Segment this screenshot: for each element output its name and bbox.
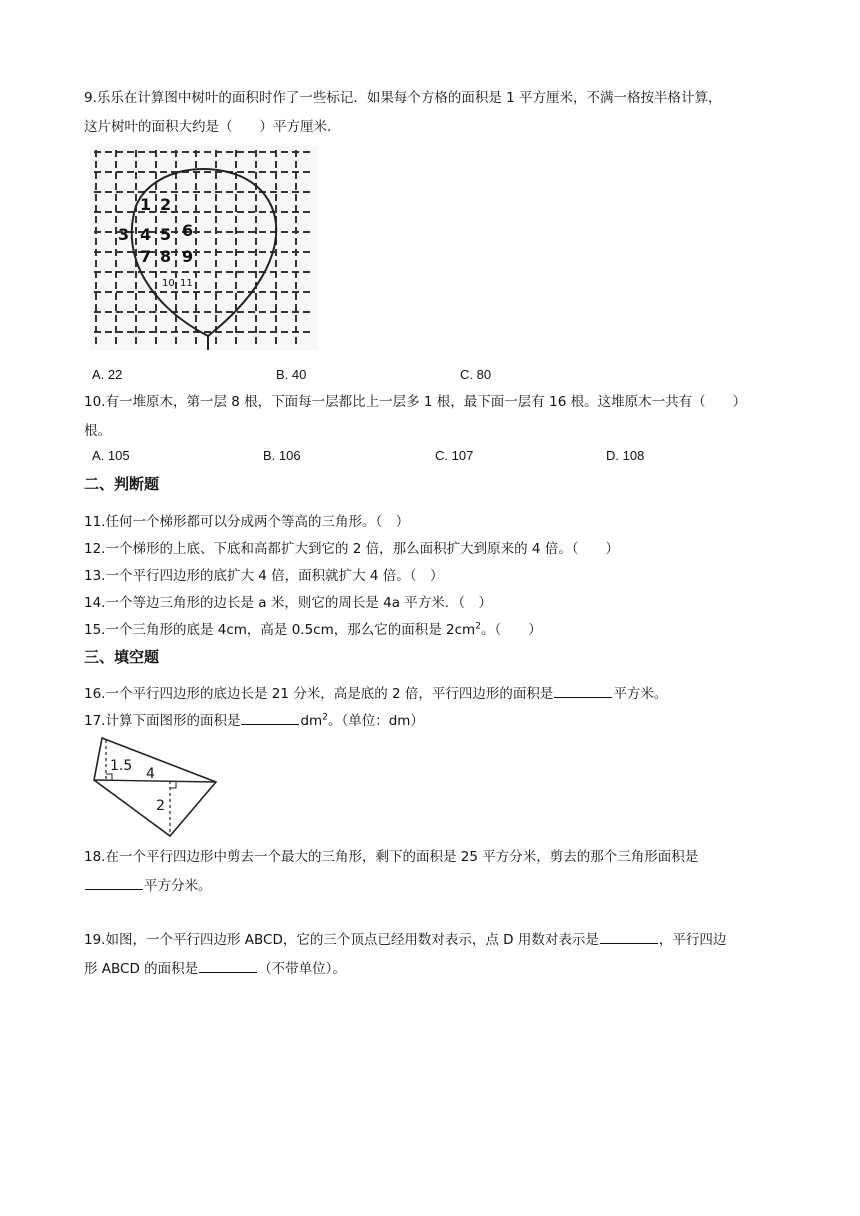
cell-label-5: 5 bbox=[160, 225, 172, 244]
leaf-grid-figure bbox=[90, 146, 318, 350]
cell-label-6: 6 bbox=[182, 221, 194, 240]
question-18-line-1: 18.在一个平行四边形中剪去一个最大的三角形，剩下的面积是 25 平方分米，剪去的那个三角形面积是 bbox=[84, 849, 699, 865]
question-17-unit: dm bbox=[300, 713, 323, 729]
q10-option-d[interactable]: D. 108 bbox=[606, 448, 645, 463]
question-10-text bbox=[84, 388, 794, 446]
question-18-tail: 平方分米。 bbox=[144, 878, 212, 894]
question-15-tail: 。（ ） bbox=[480, 622, 542, 638]
question-11: 11.任何一个梯形都可以分成两个等高的三角形。（ ） bbox=[84, 514, 410, 530]
question-19-text-a: 19.如图，一个平行四边形 ABCD，它的三个顶点已经用数对表示，点 D 用数对表示是 bbox=[84, 932, 599, 948]
q17-answer-blank[interactable] bbox=[241, 712, 299, 725]
question-13: 13.一个平行四边形的底扩大 4 倍，面积就扩大 4 倍。（ ） bbox=[84, 568, 444, 584]
question-18-line-2 bbox=[84, 872, 804, 901]
question-16 bbox=[84, 682, 667, 702]
question-17 bbox=[84, 709, 424, 729]
cell-label-2: 2 bbox=[160, 195, 172, 214]
cell-label-3: 3 bbox=[118, 225, 130, 244]
question-15-text: 15.一个三角形的底是 4cm，高是 0.5cm，那么它的面积是 2cm bbox=[84, 622, 476, 638]
question-10-line-1: 10.有一堆原木，第一层 8 根，下面每一层都比上一层多 1 根，最下面一层有 16 根。这堆原木一共有（ ） bbox=[84, 394, 747, 410]
section-3-title: 三、填空题 bbox=[84, 648, 160, 666]
cell-label-4: 4 bbox=[140, 225, 152, 244]
label-height-2: 2 bbox=[156, 798, 165, 814]
section-2-title: 二、判断题 bbox=[84, 475, 160, 493]
question-10-line-2: 根。 bbox=[84, 423, 111, 439]
cell-label-11: 11 bbox=[180, 278, 193, 289]
cell-label-9: 9 bbox=[182, 247, 194, 266]
question-19-line-1 bbox=[84, 926, 804, 955]
cell-label-10: 10 bbox=[162, 278, 175, 289]
question-15-sup: 2 bbox=[475, 621, 481, 632]
quadrilateral-figure bbox=[86, 732, 222, 840]
label-base-4: 4 bbox=[146, 766, 155, 782]
cell-label-7: 7 bbox=[140, 247, 152, 266]
q19-answer-blank-1[interactable] bbox=[600, 931, 658, 944]
cell-label-1: 1 bbox=[140, 195, 152, 214]
question-18-text bbox=[84, 843, 804, 901]
question-15 bbox=[84, 618, 542, 638]
question-19-line-2 bbox=[84, 955, 804, 984]
question-19-text-b: ，平行四边 bbox=[658, 932, 727, 948]
question-14: 14.一个等边三角形的边长是 a 米，则它的周长是 4a 平方米．（ ） bbox=[84, 595, 493, 611]
q10-option-c[interactable]: C. 107 bbox=[435, 448, 474, 463]
q19-answer-blank-2[interactable] bbox=[199, 960, 257, 973]
question-17-sup: 2 bbox=[322, 712, 328, 723]
question-12: 12.一个梯形的上底、下底和高都扩大到它的 2 倍，那么面积扩大到原来的 4 倍。（ ） bbox=[84, 541, 620, 557]
question-17-text: 17.计算下面图形的面积是 bbox=[84, 713, 241, 729]
question-19-text bbox=[84, 926, 804, 984]
question-16-tail: 平方米。 bbox=[613, 686, 668, 702]
cell-label-8: 8 bbox=[160, 247, 172, 266]
q16-answer-blank[interactable] bbox=[554, 685, 612, 698]
q18-answer-blank[interactable] bbox=[85, 877, 143, 890]
q9-option-a[interactable]: A. 22 bbox=[92, 367, 123, 382]
question-19-text-d: （不带单位）。 bbox=[258, 961, 346, 977]
q9-option-b[interactable]: B. 40 bbox=[276, 367, 307, 382]
question-17-tail: 。（单位：dm） bbox=[327, 713, 424, 729]
question-16-text: 16.一个平行四边形的底边长是 21 分米，高是底的 2 倍，平行四边形的面积是 bbox=[84, 686, 554, 702]
question-9-text bbox=[84, 84, 784, 142]
question-19-text-c: 形 ABCD 的面积是 bbox=[84, 961, 199, 977]
q10-option-b[interactable]: B. 106 bbox=[263, 448, 301, 463]
q10-option-a[interactable]: A. 105 bbox=[92, 448, 130, 463]
question-9-line-2: 这片树叶的面积大约是（ ）平方厘米. bbox=[84, 119, 332, 135]
q9-option-c[interactable]: C. 80 bbox=[460, 367, 492, 382]
label-height-1-5: 1.5 bbox=[110, 758, 133, 774]
question-9-line-1: 9.乐乐在计算图中树叶的面积时作了一些标记．如果每个方格的面积是 1 平方厘米，不满一格按半格计算， bbox=[84, 90, 722, 106]
